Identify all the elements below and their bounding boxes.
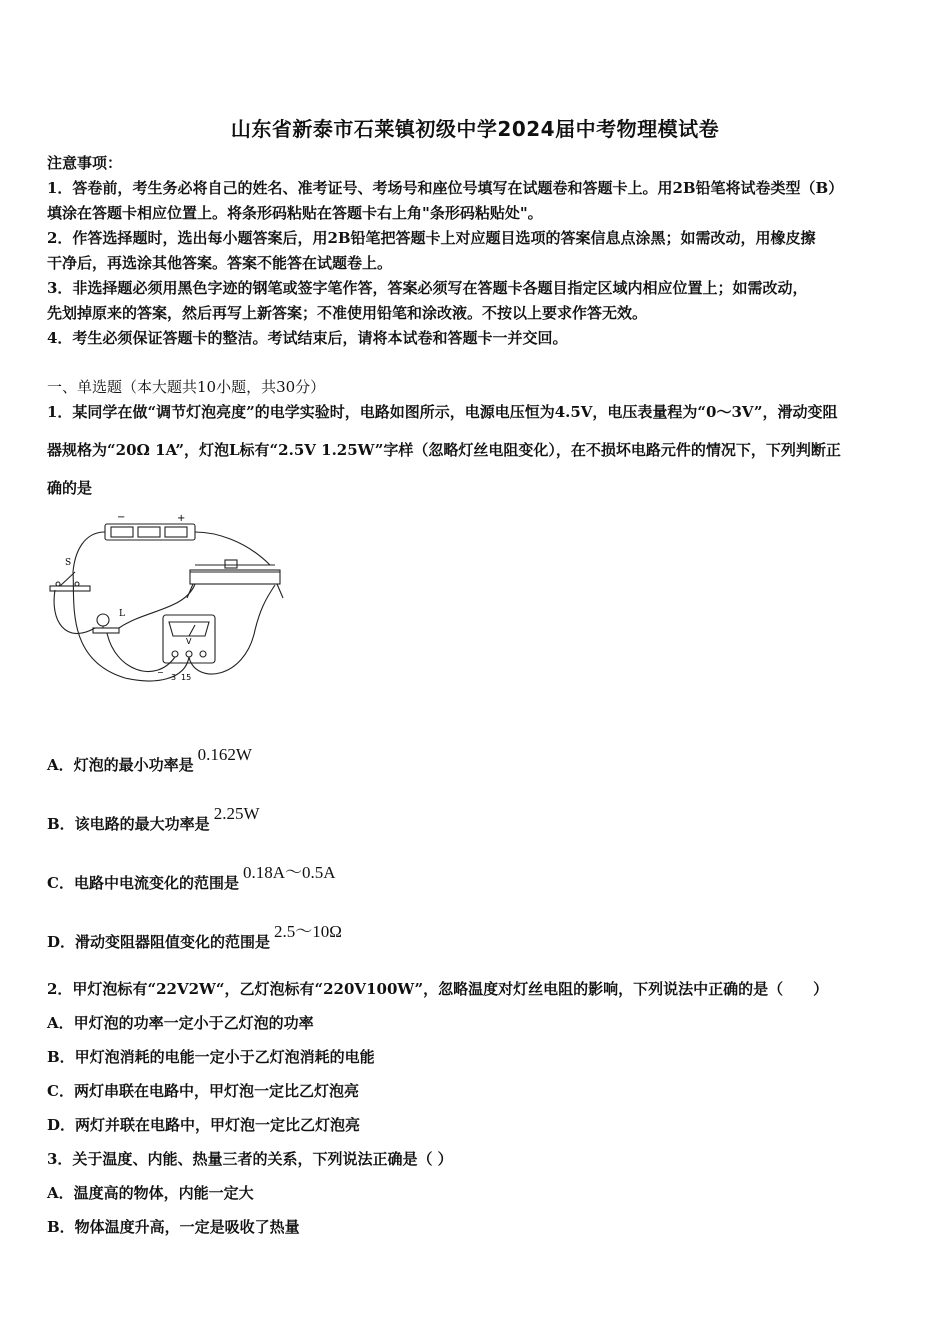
question-stem: 确的是 xyxy=(47,479,93,497)
option-value: 0.162W xyxy=(197,745,252,764)
option-d: D．两灯并联在电路中，甲灯泡一定比乙灯泡亮 xyxy=(47,1116,361,1134)
option-a: A．甲灯泡的功率一定小于乙灯泡的功率 xyxy=(47,1014,314,1032)
question-stem: 器规格为“20Ω 1A”，灯泡L标有“2.5V 1.25W”字样（忽略灯丝电阻变化），在不损坏电路元件的情况下，下列判断正 xyxy=(47,441,841,459)
terminal-label: 15 xyxy=(181,673,192,682)
question-stem: 2．甲灯泡标有“22V2W“，乙灯泡标有“220V100W”，忽略温度对灯丝电阻的影响，下列说法中正确的是（ ） xyxy=(47,980,829,998)
option-b xyxy=(47,804,260,834)
notice-line: 先划掉原来的答案，然后再写上新答案；不准使用铅笔和涂改液。不按以上要求作答无效。 xyxy=(47,304,648,322)
notice-line: 3．非选择题必须用黑色字迹的钢笔或签字笔作答，答案必须写在答题卡各题目指定区域内相应位置上；如需改动， xyxy=(47,279,808,297)
notice-line: 干净后，再选涂其他答案。答案不能答在试题卷上。 xyxy=(47,254,393,272)
battery-minus-label: − xyxy=(117,512,126,523)
option-c xyxy=(47,863,336,893)
voltmeter-label: V xyxy=(186,637,192,646)
terminal-label: 3 xyxy=(171,673,177,682)
option-b: B．物体温度升高，一定是吸收了热量 xyxy=(47,1218,300,1236)
notice-line: 2．作答选择题时，选出每小题答案后，用2B铅笔把答题卡上对应题目选项的答案信息点涂黑；如需改动，用橡皮擦 xyxy=(47,229,816,247)
option-a: A．温度高的物体，内能一定大 xyxy=(47,1184,254,1202)
notice-line: 4．考生必须保证答题卡的整洁。考试结束后，请将本试卷和答题卡一并交回。 xyxy=(47,329,568,347)
battery-plus-label: + xyxy=(177,513,186,524)
circuit-diagram xyxy=(45,510,295,690)
page-title: 山东省新泰市石莱镇初级中学2024届中考物理模试卷 xyxy=(230,117,720,141)
option-a xyxy=(47,745,252,775)
option-value: 0.18A～0.5A xyxy=(242,863,336,882)
lamp-label: L xyxy=(119,609,125,619)
option-label: D．滑动变阻器阻值变化的范围是 xyxy=(47,933,271,951)
terminal-label: − xyxy=(157,668,164,677)
notice-heading: 注意事项： xyxy=(47,154,123,172)
question-stem: 1．某同学在做“调节灯泡亮度”的电学实验时，电路如图所示，电源电压恒为4.5V，电压表量程为“0～3V”，滑动变阻 xyxy=(47,403,838,421)
option-value: 2.25W xyxy=(213,804,260,823)
option-label: C．电路中电流变化的范围是 xyxy=(47,874,239,892)
switch-label: S xyxy=(65,558,72,568)
option-label: A．灯泡的最小功率是 xyxy=(47,756,194,774)
question-stem: 3．关于温度、内能、热量三者的关系，下列说法正确是（ ） xyxy=(47,1150,453,1168)
option-label: B．该电路的最大功率是 xyxy=(47,815,210,833)
section-heading: 一、单选题（本大题共10小题，共30分） xyxy=(47,378,326,396)
option-c: C．两灯串联在电路中，甲灯泡一定比乙灯泡亮 xyxy=(47,1082,359,1100)
option-d xyxy=(47,922,342,952)
option-value: 2.5～10Ω xyxy=(274,922,342,941)
notice-line: 1．答卷前，考生务必将自己的姓名、准考证号、考场号和座位号填写在试题卷和答题卡上。用2B铅笔将试卷类型（B） xyxy=(47,179,844,197)
option-b: B．甲灯泡消耗的电能一定小于乙灯泡消耗的电能 xyxy=(47,1048,375,1066)
notice-line: 填涂在答题卡相应位置上。将条形码粘贴在答题卡右上角"条形码粘贴处"。 xyxy=(47,204,543,222)
